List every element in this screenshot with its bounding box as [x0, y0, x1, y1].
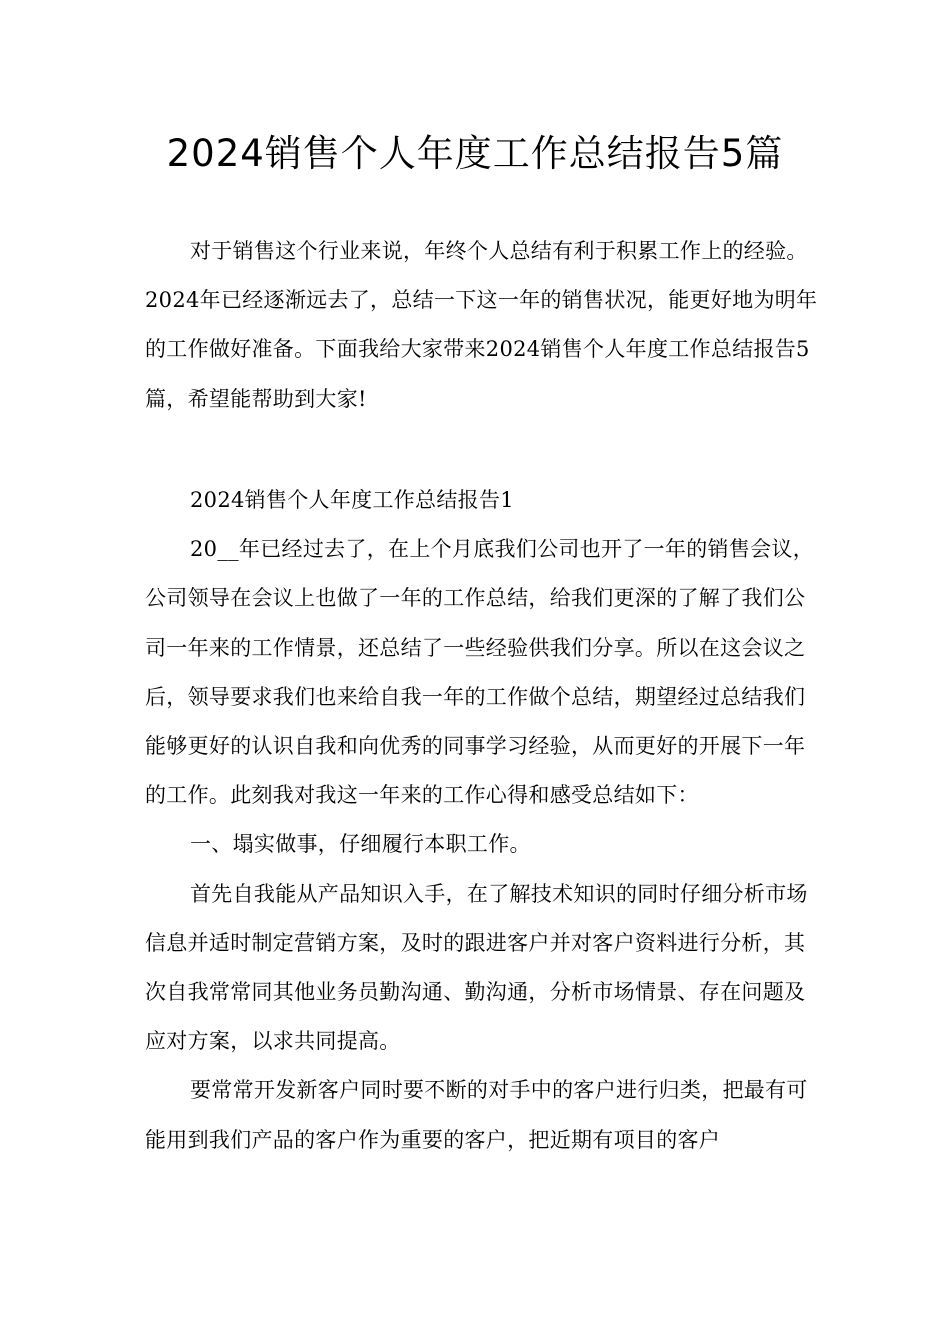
intro-paragraph: 对于销售这个行业来说，年终个人总结有利于积累工作上的经验。2024年已经逐渐远去了，总结一下这一年的销售状况，能更好地为明年的工作做好准备。下面我给大家带来2024销售个人年度工作总结报告5篇，希望能帮助到大家!	[145, 239, 818, 411]
subheading-1: 一、塌实做事，仔细履行本职工作。	[190, 832, 531, 857]
body-paragraph-3: 要常常开发新客户同时要不断的对手中的客户进行归类，把最有可能用到我们产品的客户作为重要的客户，把近期有项目的客户	[145, 1078, 808, 1152]
section-heading: 2024销售个人年度工作总结报告1	[190, 488, 514, 512]
section-1	[145, 476, 825, 1165]
document-title: 2024销售个人年度工作总结报告5篇	[166, 132, 784, 175]
body-paragraph-1: 20__年已经过去了，在上个月底我们公司也开了一年的销售会议，公司领导在会议上也做了一年的工作总结，给我们更深的了解了我们公司一年来的工作情景，还总结了一些经验供我们分享。所以在这会议之后，领导要求我们也来给自我一年的工作做个总结，期望经过总结我们能够更好的认识自我和向优秀的同事学习经验，从而更好的开展下一年的工作。此刻我对我这一年来的工作心得和感受总结如下：	[145, 537, 815, 808]
body-paragraph-2: 首先自我能从产品知识入手，在了解技术知识的同时仔细分析市场信息并适时制定营销方案，及时的跟进客户并对客户资料进行分析，其次自我常常同其他业务员勤沟通、勤沟通，分析市场情景、存在问题及应对方案，以求共同提高。	[145, 881, 808, 1054]
intro-block	[145, 227, 825, 424]
